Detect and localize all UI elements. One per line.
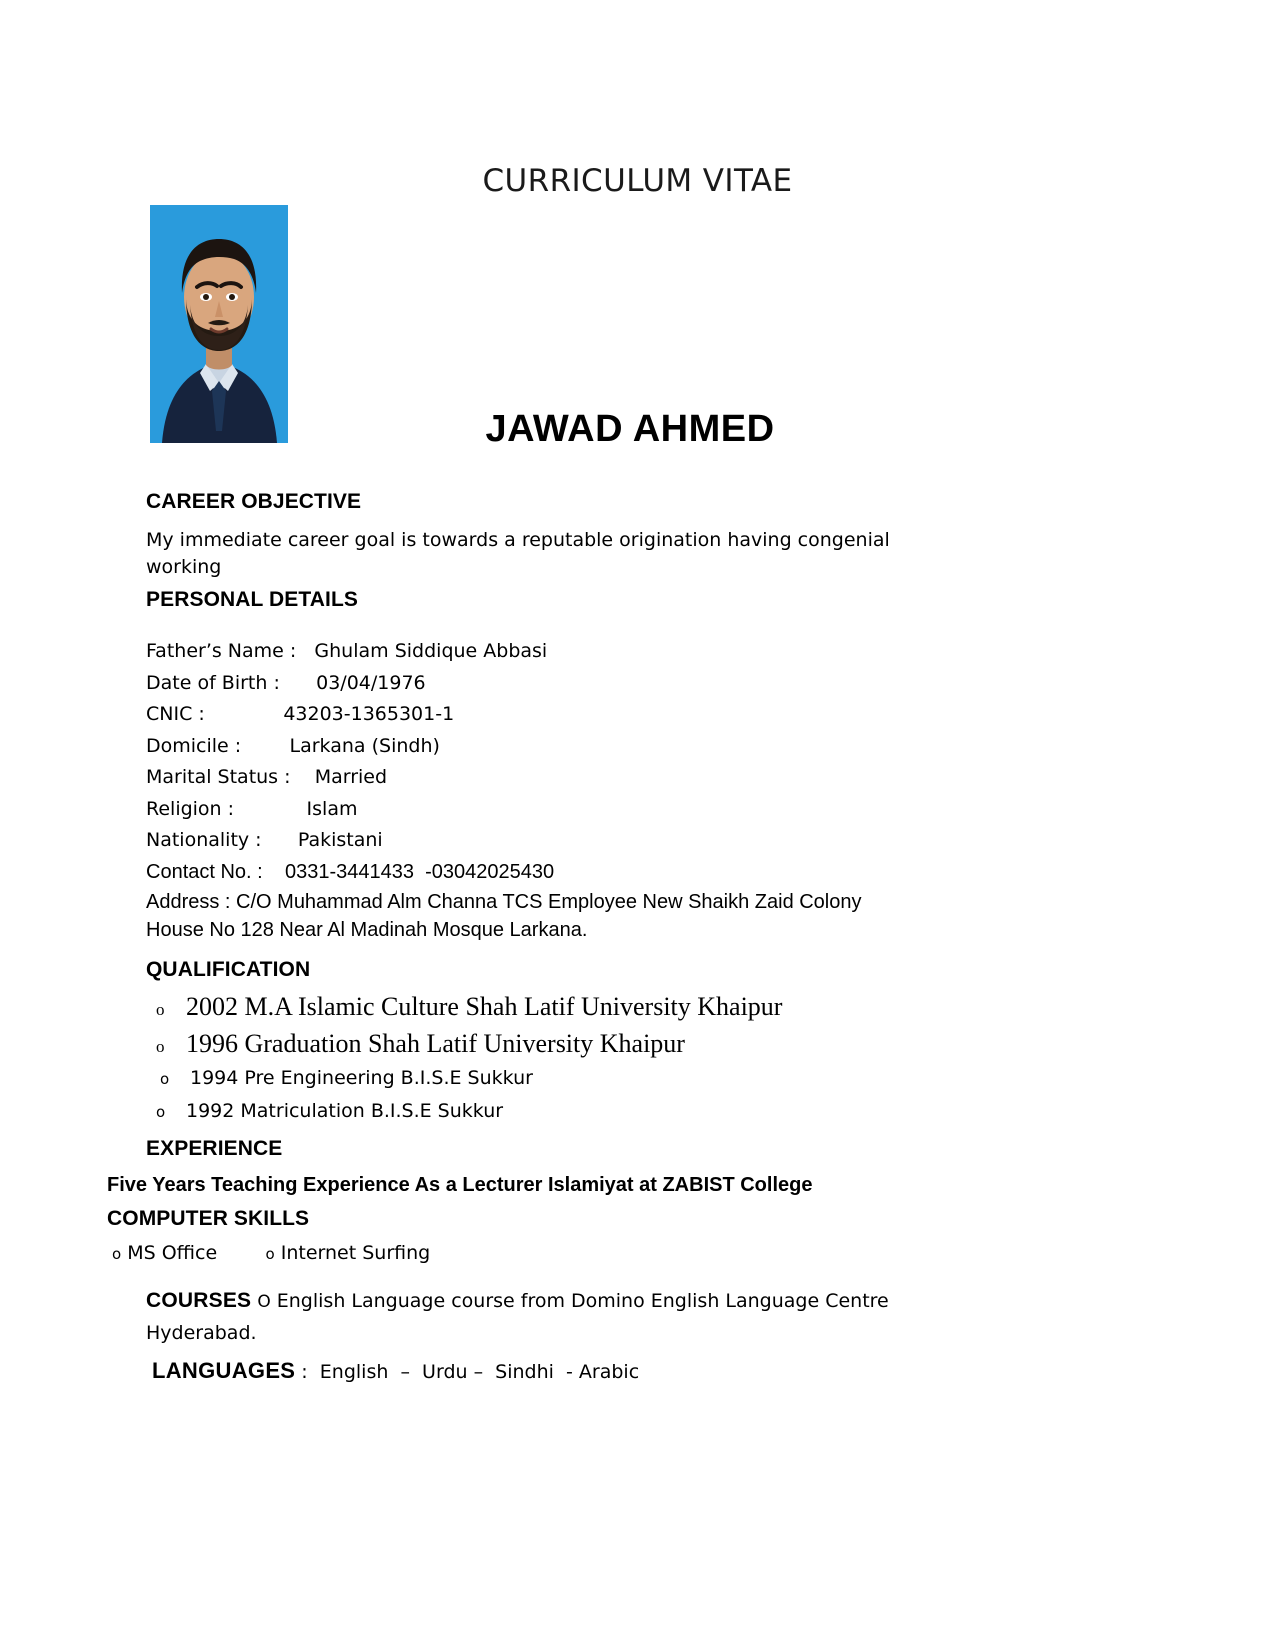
qualification-item	[146, 1095, 1046, 1128]
career-objective-text	[146, 527, 1071, 581]
detail-label: Nationality :	[146, 829, 262, 851]
computer-skill-item: MS Office	[127, 1242, 218, 1264]
bullet-circle-icon: o	[112, 1245, 122, 1263]
detail-row-contact-no	[146, 857, 946, 889]
career-objective-line-2: working	[146, 556, 222, 578]
personal-details-heading: PERSONAL DETAILS	[146, 588, 359, 611]
detail-row-fathers-name	[146, 636, 946, 668]
detail-value: 43203-1365301-1	[283, 703, 455, 725]
detail-label: Father’s Name :	[146, 640, 297, 662]
detail-row-marital-status	[146, 762, 946, 794]
detail-gap	[280, 672, 316, 694]
qualification-item-label: 1996 Graduation Shah Latif University Khaipur	[186, 1029, 685, 1058]
career-objective-heading: CAREER OBJECTIVE	[146, 490, 362, 513]
qualification-item	[146, 988, 1046, 1025]
detail-row-nationality	[146, 825, 946, 857]
bullet-circle-icon: o	[160, 1070, 170, 1088]
detail-gap	[296, 640, 314, 662]
detail-row-date-of-birth	[146, 668, 946, 700]
detail-value: Pakistani	[297, 829, 383, 851]
courses-text-line-2: Hyderabad.	[146, 1322, 257, 1344]
experience-heading: EXPERIENCE	[146, 1137, 283, 1160]
detail-value: 0331-3441433 -03042025430	[284, 860, 555, 883]
experience-text: Five Years Teaching Experience As a Lecturer Islamiyat at ZABIST College	[107, 1174, 813, 1196]
qualification-item-label: 1994 Pre Engineering B.I.S.E Sukkur	[190, 1067, 533, 1089]
detail-gap	[234, 798, 306, 820]
candidate-name: JAWAD AHMED	[485, 408, 775, 450]
courses-block	[146, 1285, 1076, 1349]
computer-skills-list	[112, 1242, 430, 1264]
qualification-heading: QUALIFICATION	[146, 958, 311, 981]
computer-skill-item: Internet Surfing	[280, 1242, 431, 1264]
page-title: CURRICULUM VITAE	[482, 163, 793, 199]
bullet-circle-icon: o	[156, 1000, 165, 1019]
address-block	[146, 888, 1076, 944]
profile-photo	[150, 205, 288, 443]
address-line-1: Address : C/O Muhammad Alm Channa TCS Employee New Shaikh Zaid Colony	[146, 891, 862, 913]
detail-label: CNIC :	[146, 703, 205, 725]
detail-gap	[291, 766, 315, 788]
qualification-item	[146, 1025, 1046, 1062]
courses-text: English Language course from Domino English Language Centre	[276, 1290, 889, 1312]
detail-gap	[263, 861, 285, 883]
detail-row-domicile	[146, 731, 946, 763]
courses-label: COURSES	[146, 1289, 252, 1312]
portrait-illustration	[150, 205, 288, 443]
detail-value: Larkana (Sindh)	[289, 734, 440, 757]
detail-label: Date of Birth :	[146, 671, 280, 694]
detail-value: Married	[314, 766, 388, 788]
personal-details-list	[146, 636, 946, 888]
languages-block	[152, 1358, 639, 1384]
detail-label: Religion :	[146, 797, 235, 820]
detail-label: Domicile :	[146, 734, 242, 757]
bullet-circle-icon: o	[156, 1103, 166, 1121]
detail-value: Ghulam Siddique Abbasi	[314, 640, 548, 662]
detail-label: Marital Status :	[146, 766, 291, 788]
skills-separator	[217, 1242, 265, 1264]
detail-row-cnic	[146, 699, 946, 731]
career-objective-line-1: My immediate career goal is towards a reputable origination having congenial	[146, 529, 890, 551]
bullet-circle-icon: o	[265, 1245, 275, 1263]
detail-gap	[241, 735, 289, 757]
detail-gap	[262, 829, 298, 851]
address-line-2: House No 128 Near Al Madinah Mosque Larkana.	[146, 919, 588, 941]
bullet-circle-icon: O	[257, 1292, 271, 1312]
languages-separator: :	[295, 1361, 320, 1383]
qualification-item-label: 1992 Matriculation B.I.S.E Sukkur	[186, 1100, 504, 1122]
detail-row-religion	[146, 794, 946, 826]
languages-value: English – Urdu – Sindhi - Arabic	[319, 1361, 640, 1383]
qualification-item	[146, 1062, 1046, 1095]
detail-value: Islam	[306, 797, 358, 820]
detail-label: Contact No. :	[146, 860, 263, 883]
qualification-item-label: 2002 M.A Islamic Culture Shah Latif University Khaipur	[186, 992, 783, 1021]
languages-label: LANGUAGES	[152, 1358, 296, 1383]
qualification-list	[146, 988, 1046, 1128]
computer-skills-heading: COMPUTER SKILLS	[107, 1207, 310, 1230]
detail-value: 03/04/1976	[316, 671, 426, 694]
detail-gap	[205, 703, 284, 725]
bullet-circle-icon: o	[156, 1037, 165, 1056]
